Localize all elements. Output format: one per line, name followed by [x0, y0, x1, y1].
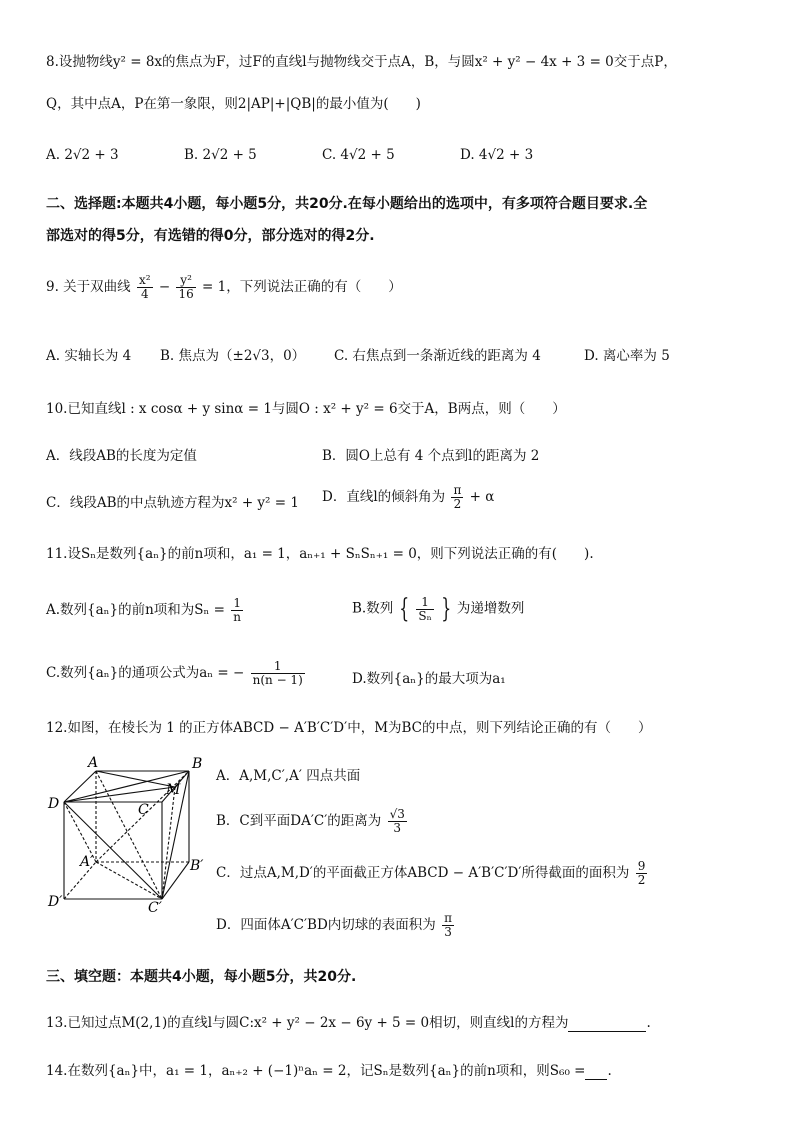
q9-option-b: B. 焦点为（±2√3，0） — [160, 348, 306, 364]
q11-option-b-fraction — [416, 596, 433, 623]
q10-stem: 10.已知直线l : x cosα + y sinα = 1与圆O : x² + y² = 6交于A，B两点，则（ ） — [46, 401, 566, 417]
q12-option-c — [216, 860, 649, 887]
label-A-prime: A′ — [80, 854, 94, 870]
q12-option-b-fraction — [388, 808, 407, 835]
q13-stem-text: 13.已知过点M(2,1)的直线l与圆C:x² + y² − 2x − 6y + 5 = 0相切，则直线l的方程为 — [46, 1015, 569, 1031]
q11-a-den: n — [233, 610, 242, 624]
left-brace-icon: { — [398, 594, 409, 624]
q11-option-a — [46, 597, 245, 624]
q11-option-b-suffix: 为递增数列 — [456, 600, 525, 617]
q11-option-c — [46, 660, 307, 687]
q10-d-num: π — [453, 483, 462, 497]
q11-b-num: 1 — [416, 596, 433, 610]
q11-b-den: Sₙ — [418, 608, 432, 623]
section2-heading-line1: 二、选择题:本题共4小题，每小题5分，共20分.在每小题给出的选项中，有多项符合题目要求.全 — [46, 196, 648, 212]
q12-option-d-fraction — [442, 912, 454, 939]
q9-frac1-num: x² — [138, 273, 151, 287]
q12-option-b — [216, 808, 409, 835]
q9-stem — [46, 274, 402, 301]
q9-frac2-den: 16 — [178, 287, 194, 301]
q9-minus: − — [158, 279, 171, 295]
q10-option-a: A．线段AB的长度为定值 — [46, 448, 197, 464]
q11-option-a-prefix: A.数列{aₙ}的前n项和为Sₙ = — [46, 602, 225, 618]
right-brace-icon: } — [441, 594, 452, 624]
q8-option-b: B. 2√2 + 5 — [184, 147, 257, 163]
section3-heading: 三、填空题：本题共4小题，每小题5分，共20分. — [46, 969, 357, 985]
q9-suffix: = 1，下列说法正确的有（ ） — [202, 279, 402, 295]
q8-option-d: D. 4√2 + 3 — [460, 147, 534, 163]
label-A: A — [88, 755, 99, 771]
q12-d-num: π — [444, 911, 452, 925]
cube-figure — [44, 754, 219, 914]
q9-frac1-den: 4 — [140, 287, 149, 301]
label-M: M — [166, 782, 181, 798]
q11-option-c-fraction — [251, 660, 305, 687]
q12-option-d — [216, 912, 456, 939]
section2-heading-line2: 部选对的得5分，有选错的得0分，部分选对的得2分. — [46, 228, 375, 244]
q10-option-d-prefix: D．直线l的倾斜角为 — [322, 489, 446, 505]
label-D-prime: D′ — [48, 894, 63, 910]
q10-option-b: B．圆O上总有 4 个点到l的距离为 2 — [322, 448, 540, 464]
q8-option-c: C. 4√2 + 5 — [322, 147, 395, 163]
q12-c-num: 9 — [637, 859, 646, 873]
q12-option-c-prefix: C．过点A,M,D′的平面截正方体ABCD − A′B′C′D′所得截面的面积为 — [216, 865, 630, 881]
q8-option-a: A. 2√2 + 3 — [46, 147, 119, 163]
q9-option-c: C. 右焦点到一条渐近线的距离为 4 — [334, 348, 541, 364]
label-C: C — [138, 802, 149, 818]
q9-fraction-y — [176, 274, 195, 301]
q8-stem-line2: Q，其中点A，P在第一象限，则2|AP|+|QB|的最小值为( ) — [46, 96, 421, 112]
q12-d-den: 3 — [444, 925, 452, 939]
q12-option-d-prefix: D．四面体A′C′BD内切球的表面积为 — [216, 917, 436, 933]
q12-stem: 12.如图，在棱长为 1 的正方体ABCD − A′B′C′D′中，M为BC的中点，则下列结论正确的有（ ） — [46, 720, 652, 736]
q10-option-c: C．线段AB的中点轨迹方程为x² + y² = 1 — [46, 495, 299, 511]
q12-option-c-fraction — [636, 860, 648, 887]
q11-option-b — [352, 594, 524, 624]
q12-b-den: 3 — [393, 821, 402, 835]
q10-option-d-fraction — [451, 484, 463, 511]
q14-stem-text: 14.在数列{aₙ}中，a₁ = 1，aₙ₊₂ + (−1)ⁿaₙ = 2，记Sₙ是数列{aₙ}的前n项和，则S₆₀ = — [46, 1063, 586, 1079]
q9-option-a: A. 实轴长为 4 — [46, 348, 132, 364]
q9-prefix: 9. 关于双曲线 — [46, 279, 131, 295]
q10-option-d-suffix: + α — [469, 489, 495, 505]
q9-frac2-num: y² — [176, 274, 195, 288]
q9-option-d: D. 离心率为 5 — [584, 348, 670, 364]
q9-fraction-x — [137, 274, 153, 301]
q12-option-a: A．A,M,C′,A′ 四点共面 — [216, 768, 361, 784]
q10-d-den: 2 — [453, 497, 462, 511]
q14-stem: 14.在数列{aₙ}中，a₁ = 1，aₙ₊₂ + (−1)ⁿaₙ = 2，记Sₙ是数列{aₙ}的前n项和，则S₆₀ = . — [46, 1063, 612, 1079]
q13-stem: 13.已知过点M(2,1)的直线l与圆C:x² + y² − 2x − 6y + 5 = 0相切，则直线l的方程为 . — [46, 1015, 651, 1031]
q11-option-b-prefix: B.数列 — [352, 600, 394, 617]
q11-option-a-fraction — [231, 597, 243, 624]
q11-c-num: 1 — [251, 660, 305, 674]
q8-stem-line1: 8.设抛物线y² = 8x的焦点为F，过F的直线l与抛物线交于点A，B，与圆x² + y² − 4x + 3 = 0交于点P， — [46, 54, 677, 70]
q13-answer-blank[interactable] — [568, 1015, 646, 1032]
q11-option-c-prefix: C.数列{aₙ}的通项公式为aₙ = − — [46, 665, 245, 681]
q10-option-d — [322, 484, 494, 511]
q12-c-den: 2 — [637, 873, 646, 887]
q11-c-den: n(n − 1) — [252, 673, 303, 687]
label-C-prime: C′ — [148, 900, 162, 914]
label-B: B — [192, 756, 203, 772]
label-D: D — [48, 796, 60, 812]
q11-stem: 11.设Sₙ是数列{aₙ}的前n项和，a₁ = 1，aₙ₊₁ + SₙSₙ₊₁ = 0，则下列说法正确的有( ). — [46, 546, 594, 562]
label-B-prime: B′ — [190, 858, 204, 874]
q12-b-num: √3 — [389, 807, 405, 821]
q11-option-d: D.数列{aₙ}的最大项为a₁ — [352, 671, 506, 687]
q12-option-b-prefix: B．C到平面DA′C′的距离为 — [216, 813, 382, 829]
q11-a-num: 1 — [231, 597, 243, 611]
q14-answer-blank[interactable] — [585, 1063, 607, 1080]
